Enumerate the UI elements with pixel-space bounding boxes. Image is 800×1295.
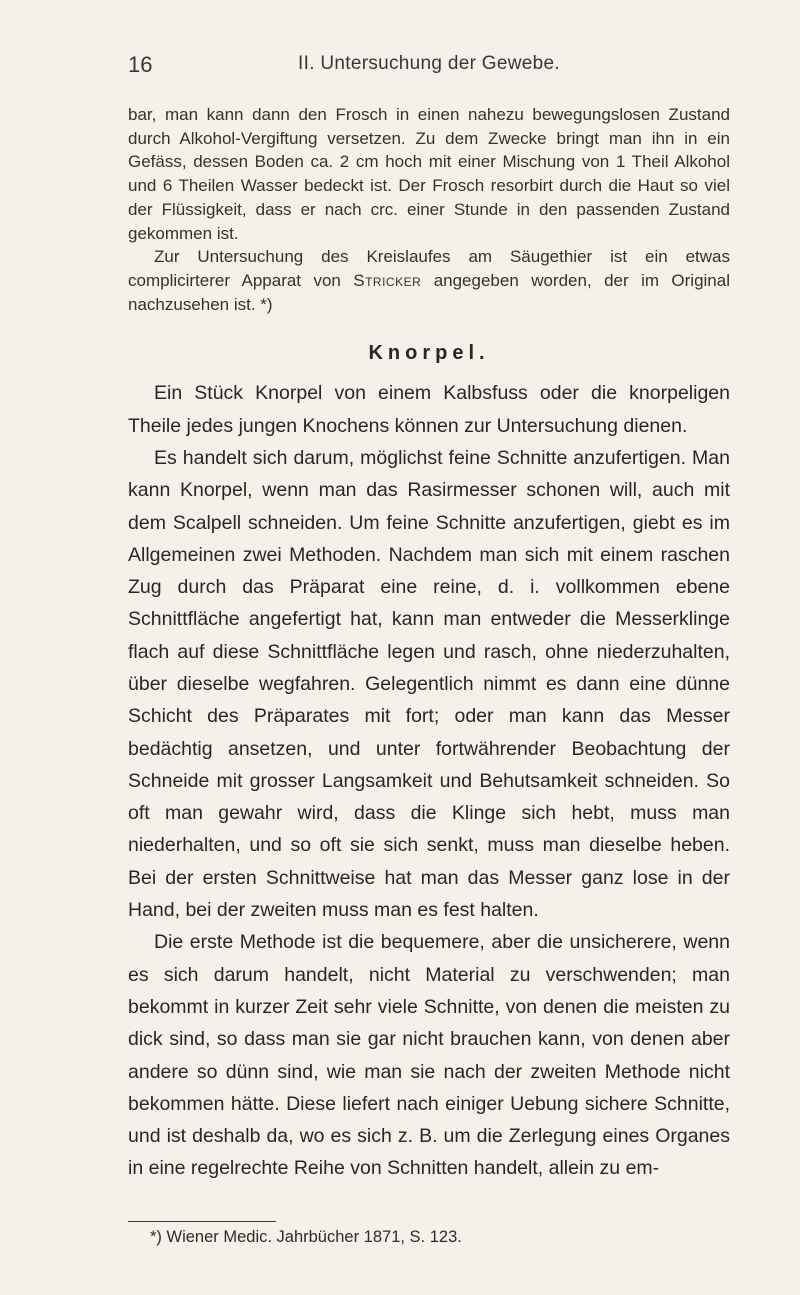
- page-header: [128, 52, 730, 82]
- paragraph-text: angegeben worden, der im Original nachzusehen ist. *): [128, 270, 730, 314]
- section-cartilage: [128, 377, 730, 1184]
- footnote-divider: [128, 1221, 276, 1222]
- section-heading: Knorpel.: [368, 342, 490, 365]
- paragraph-cartilage-source: Ein Stück Knorpel von einem Kalbsfuss oder die knorpeligen Theile jedes jungen Knochens können zur Untersuchung dienen.: [128, 382, 730, 437]
- running-head: II. Untersuchung der Gewebe.: [298, 53, 560, 74]
- paragraph-cutting-methods: Es handelt sich darum, möglichst feine Schnitte anzufertigen. Man kann Knorpel, wenn man das Rasirmesser schonen will, auch mit dem Scalpell schneiden. Um feine Schnitte anzufertigen, giebt es im Allgemeinen zwei Methoden. Nachdem man sich mit einem raschen Zug durch das Präparat eine reine, d. i. vollkommen ebene Schnittfläche angefertigt hat, kann man entweder die Messerklinge flach auf diese Schnittfläche legen und rasch, ohne niederzuhalten, über dieselbe wegfahren. Gelegentlich nimmt es dann eine dünne Schicht des Präparates mit fort; oder man kann das Messer bedächtig ansetzen, und unter fortwährender Beobachtung der Schneide mit grosser Langsamkeit und Behutsamkeit schneiden. So oft man gewahr wird, dass die Klinge sich hebt, muss man niederhalten, und so oft sie sich senkt, muss man dieselbe heben. Bei der ersten Schnittweise hat man das Messer ganz lose in der Hand, bei der zweiten muss man es fest halten.: [128, 446, 730, 922]
- paragraph-text: Zur Untersuchung des Kreislaufes am Säugethier ist ein etwas complicirterer Apparat von: [128, 247, 730, 290]
- paragraph-method-comparison: Die erste Methode ist die bequemere, aber die unsicherere, wenn es sich darum handelt, nicht Material zu verschwenden; man bekommt in kurzer Zeit sehr viele Schnitte, von denen die meisten zu dick sind, so dass man sie gar nicht brauchen kann, von denen aber andere so dünn sind, wie man sie nach der zweiten Methode nicht bekommen hätte. Diese liefert nach einiger Uebung sichere Schnitte, und ist deshalb da, wo es sich z. B. um die Zerlegung eines Organes in eine regelrechte Reihe von Schnitten handelt, allein zu em-: [128, 931, 730, 1180]
- paragraph-frog-alcohol: bar, man kann dann den Frosch in einen nahezu bewegungslosen Zustand durch Alkohol-Vergiftung versetzen. Zu dem Zwecke bringt man ihn in ein Gefäss, dessen Boden ca. 2 cm hoch mit einer Mischung von 1 Theil Alkohol und 6 Theilen Wasser bedeckt ist. Der Frosch resorbirt durch die Haut so viel der Flüssigkeit, dass er nach crc. einer Stunde in den passenden Zustand gekommen ist.: [128, 105, 730, 243]
- paragraph-mammal-apparatus: [128, 245, 730, 316]
- footnote: *) Wiener Medic. Jahrbücher 1871, S. 123.: [150, 1228, 462, 1246]
- author-name-stricker: Stricker: [353, 270, 422, 290]
- page-number: 16: [128, 52, 153, 77]
- section-frog-circulation: [128, 103, 730, 316]
- body-text: [128, 103, 730, 1185]
